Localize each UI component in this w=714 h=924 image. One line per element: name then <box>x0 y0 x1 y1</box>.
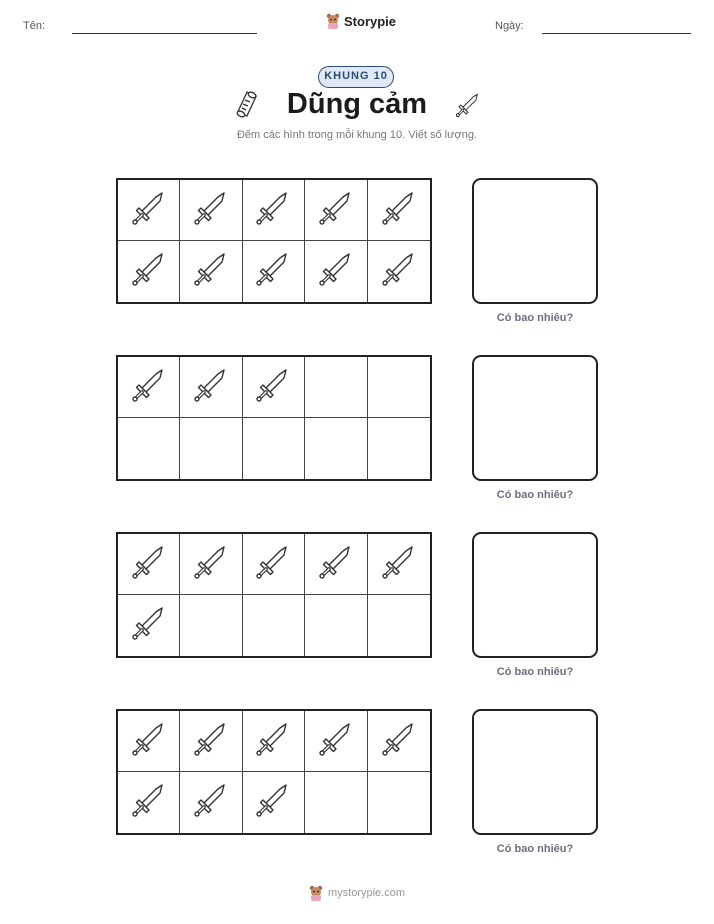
ten-frame-cell <box>243 357 305 418</box>
ten-frame-cell <box>368 711 430 772</box>
scroll-icon <box>233 90 259 120</box>
sword-icon <box>193 778 229 827</box>
count-question: Có bao nhiêu? <box>496 489 574 501</box>
sword-icon <box>255 363 291 412</box>
sword-icon <box>193 247 229 296</box>
date-line[interactable] <box>542 33 691 34</box>
ten-frame-cell <box>305 534 367 595</box>
ten-frame-cell <box>368 241 430 302</box>
sword-icon <box>381 247 417 296</box>
ten-frame-cell <box>180 180 242 241</box>
ten-frame-cell <box>180 595 242 656</box>
ten-frame-cell <box>180 711 242 772</box>
sword-icon <box>131 601 167 650</box>
ten-frame-cell <box>368 595 430 656</box>
sword-icon <box>255 778 291 827</box>
ten-frame-cell <box>118 595 180 656</box>
sword-icon <box>318 247 354 296</box>
sword-icon <box>255 717 291 766</box>
answer-box[interactable] <box>472 178 598 304</box>
ten-frame-cell <box>243 595 305 656</box>
sword-icon <box>455 90 481 120</box>
ten-frame-cell <box>305 357 367 418</box>
ten-frame-cell <box>305 595 367 656</box>
count-question: Có bao nhiêu? <box>496 843 574 855</box>
ten-frame-cell <box>305 711 367 772</box>
sword-icon <box>255 186 291 235</box>
brand-name: Storypie <box>344 13 397 29</box>
sword-icon <box>131 717 167 766</box>
footer <box>0 885 714 901</box>
ten-frame-cell <box>305 772 367 833</box>
sword-icon <box>318 540 354 589</box>
ten-frame-cell <box>180 772 242 833</box>
sword-icon <box>255 247 291 296</box>
ten-frame-cell <box>180 241 242 302</box>
sword-icon <box>193 186 229 235</box>
bear-mascot-icon <box>309 885 323 901</box>
bear-mascot-icon <box>326 13 340 29</box>
sword-icon <box>255 540 291 589</box>
ten-frame-cell <box>368 418 430 479</box>
ten-frame-cell <box>180 418 242 479</box>
worksheet-title: Dũng cảm <box>286 88 428 120</box>
answer-box[interactable] <box>472 355 598 481</box>
ten-frame-cell <box>305 180 367 241</box>
title-row <box>0 88 714 121</box>
worksheet-badge: KHUNG 10 <box>318 66 394 88</box>
ten-frame-cell <box>118 241 180 302</box>
ten-frame-cell <box>118 357 180 418</box>
count-question: Có bao nhiêu? <box>496 666 574 678</box>
ten-frame-cell <box>243 534 305 595</box>
sword-icon <box>193 540 229 589</box>
sword-icon <box>318 186 354 235</box>
ten-frame-cell <box>243 241 305 302</box>
name-line[interactable] <box>72 33 257 34</box>
ten-frame-cell <box>118 711 180 772</box>
sword-icon <box>381 717 417 766</box>
sword-icon <box>131 186 167 235</box>
ten-frame-cell <box>180 357 242 418</box>
ten-frame-cell <box>305 241 367 302</box>
ten-frame-cell <box>368 772 430 833</box>
ten-frame-cell <box>368 180 430 241</box>
ten-frame-cell <box>118 534 180 595</box>
sword-icon <box>131 540 167 589</box>
answer-box[interactable] <box>472 709 598 835</box>
ten-frame <box>116 532 432 658</box>
sword-icon <box>131 363 167 412</box>
ten-frame <box>116 178 432 304</box>
sword-icon <box>131 778 167 827</box>
ten-frame-cell <box>243 772 305 833</box>
ten-frame-cell <box>368 534 430 595</box>
sword-icon <box>381 540 417 589</box>
sword-icon <box>131 247 167 296</box>
answer-box[interactable] <box>472 532 598 658</box>
ten-frame-cell <box>118 772 180 833</box>
name-label: Tên: <box>23 20 46 32</box>
ten-frame-cell <box>243 711 305 772</box>
ten-frame-cell <box>243 180 305 241</box>
ten-frame-cell <box>243 418 305 479</box>
sword-icon <box>193 717 229 766</box>
ten-frame-cell <box>180 534 242 595</box>
footer-url: mystorypie.com <box>327 887 406 899</box>
sword-icon <box>193 363 229 412</box>
sword-icon <box>318 717 354 766</box>
count-question: Có bao nhiêu? <box>496 312 574 324</box>
sword-icon <box>381 186 417 235</box>
ten-frame-cell <box>368 357 430 418</box>
ten-frame-cell <box>305 418 367 479</box>
ten-frame <box>116 709 432 835</box>
ten-frame-cell <box>118 180 180 241</box>
ten-frame <box>116 355 432 481</box>
date-label: Ngày: <box>495 20 524 32</box>
brand-logo <box>326 13 396 29</box>
instructions: Đếm các hình trong mỗi khung 10. Viết số lượng. <box>236 129 477 141</box>
ten-frame-cell <box>118 418 180 479</box>
